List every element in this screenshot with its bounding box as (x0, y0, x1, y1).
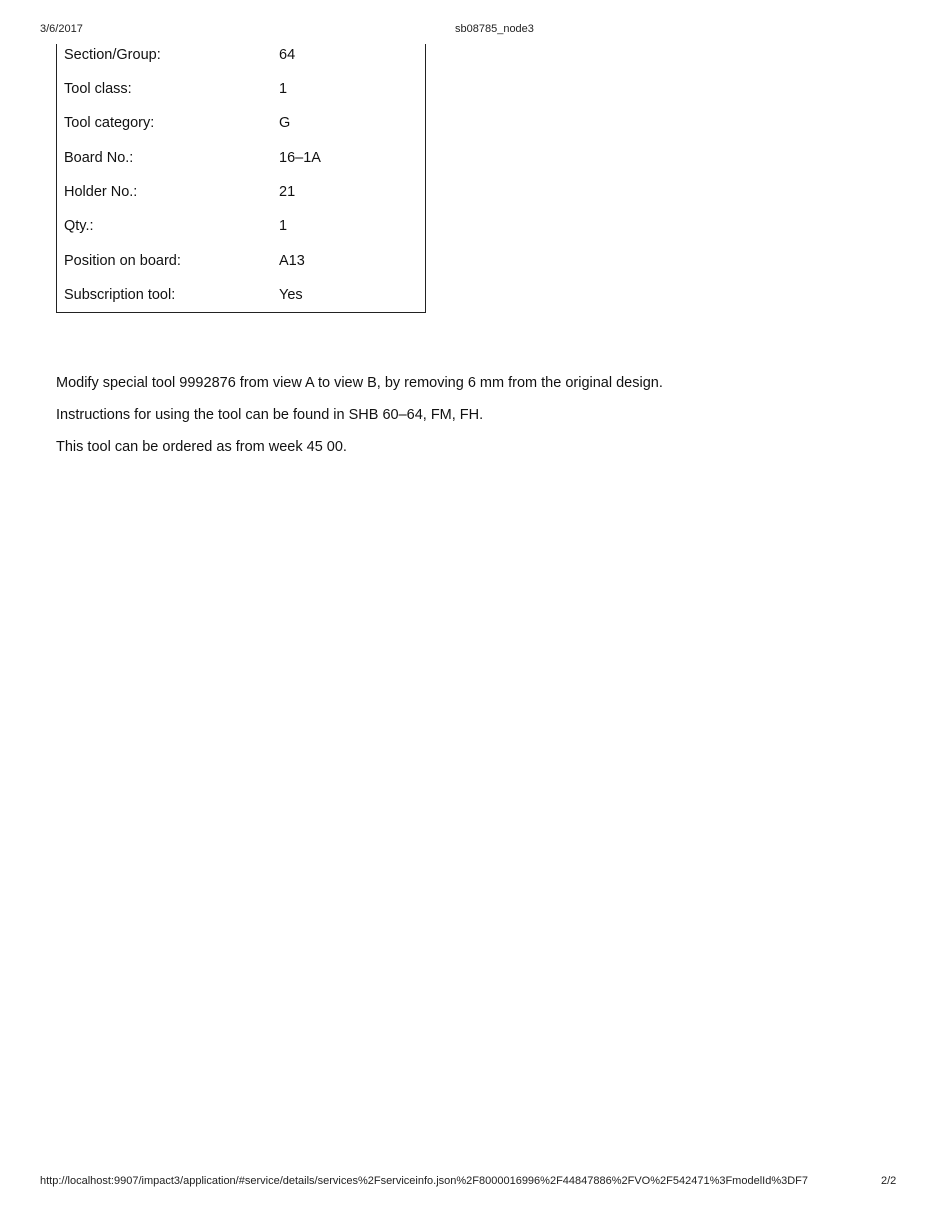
spec-label: Section/Group: (64, 47, 161, 63)
spec-value: 21 (279, 184, 296, 200)
page-number: 2/2 (881, 1175, 897, 1187)
spec-value: 64 (279, 47, 296, 63)
spec-value: 1 (279, 218, 288, 234)
spec-value: Yes (279, 287, 303, 303)
spec-value: G (279, 115, 291, 131)
spec-label: Position on board: (64, 253, 181, 269)
modification-instruction: Modify special tool 9992876 from view A to view B, by removing 6 mm from the original design. (56, 375, 663, 391)
spec-label: Tool category: (64, 115, 155, 131)
spec-value: 1 (279, 81, 288, 97)
spec-label: Holder No.: (64, 184, 138, 200)
spec-label: Tool class: (64, 81, 132, 97)
spec-label: Board No.: (64, 150, 134, 166)
ordering-availability: This tool can be ordered as from week 45 00. (56, 439, 347, 455)
print-url: http://localhost:9907/impact3/application/#service/details/services%2Fserviceinfo.json%2F8000016996%2F44847886%2FVO%2F542471%3FmodelId%3DF7 (40, 1175, 808, 1187)
spec-value: A13 (279, 253, 305, 269)
print-title: sb08785_node3 (455, 23, 534, 35)
print-date: 3/6/2017 (40, 23, 83, 35)
tool-spec-table (56, 44, 426, 313)
spec-label: Qty.: (64, 218, 94, 234)
usage-instruction-reference: Instructions for using the tool can be found in SHB 60–64, FM, FH. (56, 407, 484, 423)
spec-label: Subscription tool: (64, 287, 176, 303)
spec-value: 16–1A (279, 150, 321, 166)
